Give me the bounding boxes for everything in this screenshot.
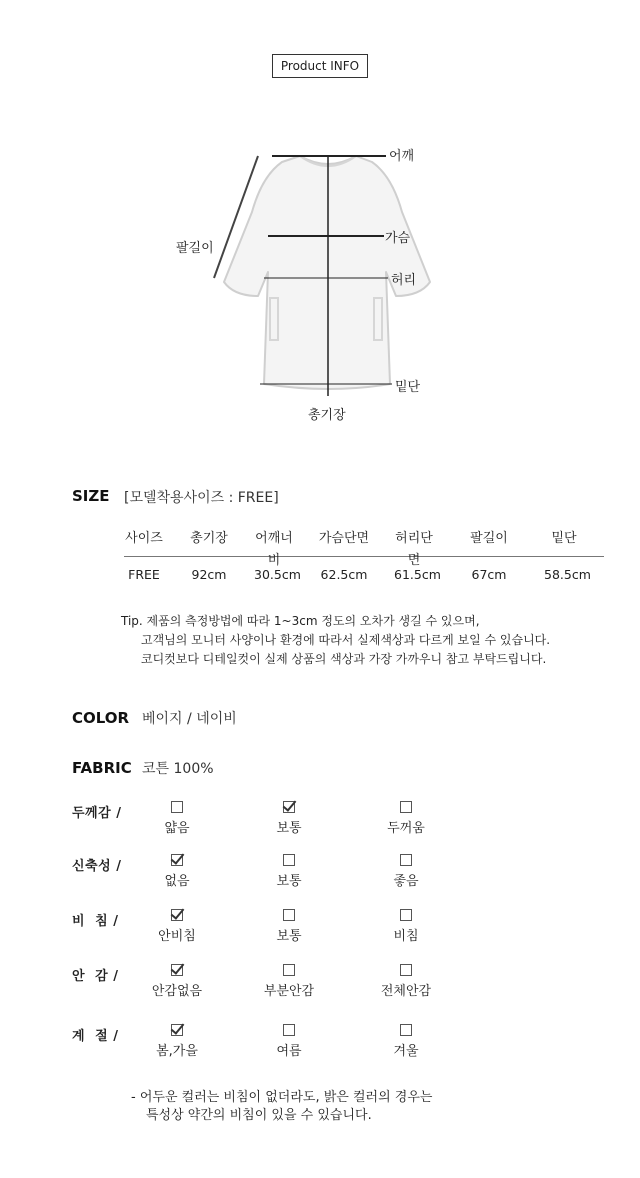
checkbox-checked-icon[interactable] xyxy=(171,964,183,976)
color-title: COLOR xyxy=(72,709,130,727)
option-label: 얇음 xyxy=(164,821,190,836)
checkbox-icon[interactable] xyxy=(283,1024,295,1036)
fabric-title: FABRIC xyxy=(72,759,132,777)
size-value-cell: FREE xyxy=(128,567,160,582)
option-label: 겨울 xyxy=(393,1044,419,1059)
checkbox-icon[interactable] xyxy=(400,1024,412,1036)
attribute-option[interactable] xyxy=(366,854,446,889)
size-table-row xyxy=(124,557,604,593)
attribute-option[interactable] xyxy=(137,909,217,944)
attribute-label: 두께감 / xyxy=(72,806,122,821)
transparency-note xyxy=(131,1089,432,1125)
option-label: 보통 xyxy=(276,821,302,836)
chest-label: 가슴 xyxy=(385,231,411,246)
size-value-cell: 61.5cm xyxy=(394,567,441,582)
attribute-option[interactable] xyxy=(366,909,446,944)
checkbox-icon[interactable] xyxy=(400,854,412,866)
size-table xyxy=(124,528,604,593)
checkbox-icon[interactable] xyxy=(283,964,295,976)
checkbox-icon[interactable] xyxy=(283,854,295,866)
size-header-cell: 어깨너비 xyxy=(255,531,293,568)
size-value-cell: 62.5cm xyxy=(320,567,368,582)
option-label: 좋음 xyxy=(393,874,419,889)
tip-line-1: Tip. 제품의 측정방법에 따라 1~3cm 정도의 오차가 생길 수 있으며, xyxy=(121,614,480,628)
attribute-option[interactable] xyxy=(366,801,446,836)
size-value-cell: 30.5cm xyxy=(254,567,301,582)
shoulder-label: 어깨 xyxy=(389,149,415,164)
checkbox-checked-icon[interactable] xyxy=(171,1024,183,1036)
attribute-option[interactable] xyxy=(366,1024,446,1059)
color-value: 베이지 / 네이비 xyxy=(142,711,237,727)
measurement-tip xyxy=(121,612,550,669)
option-label: 두꺼움 xyxy=(387,821,425,836)
attribute-option[interactable] xyxy=(366,964,446,999)
option-label: 안비침 xyxy=(158,929,196,944)
attribute-option[interactable] xyxy=(137,1024,217,1059)
size-header-cell: 허리단면 xyxy=(395,531,433,568)
option-label: 없음 xyxy=(164,874,190,889)
checkbox-icon[interactable] xyxy=(400,964,412,976)
size-value-cell: 67cm xyxy=(471,567,507,582)
size-value-cell: 58.5cm xyxy=(544,567,591,582)
size-title: SIZE xyxy=(72,487,110,505)
size-header-cell: 팔길이 xyxy=(470,531,508,546)
attribute-option[interactable] xyxy=(137,854,217,889)
tip-line-2: 고객님의 모니터 사양이나 환경에 따라서 실제색상과 다르게 보일 수 있습니다. xyxy=(141,633,551,647)
attribute-label: 비 침 / xyxy=(72,914,119,929)
length-label: 총기장 xyxy=(308,408,346,423)
checkbox-checked-icon[interactable] xyxy=(283,801,295,813)
option-label: 부분안감 xyxy=(263,984,315,999)
size-header-cell: 가슴단면 xyxy=(318,531,370,546)
size-value-cell: 92cm xyxy=(191,567,227,582)
option-label: 전체안감 xyxy=(380,984,432,999)
option-label: 보통 xyxy=(276,874,302,889)
attribute-label: 계 절 / xyxy=(72,1029,119,1044)
attribute-option[interactable] xyxy=(249,801,329,836)
attribute-option[interactable] xyxy=(249,964,329,999)
option-label: 비침 xyxy=(393,929,419,944)
garment-diagram xyxy=(0,0,640,440)
checkbox-icon[interactable] xyxy=(171,801,183,813)
checkbox-icon[interactable] xyxy=(283,909,295,921)
size-header-cell: 밑단 xyxy=(551,531,577,546)
attribute-option[interactable] xyxy=(249,854,329,889)
checkbox-checked-icon[interactable] xyxy=(171,909,183,921)
attribute-label: 안 감 / xyxy=(72,969,119,984)
hem-label: 밑단 xyxy=(395,380,421,395)
size-header-cell: 사이즈 xyxy=(125,531,163,546)
product-info-badge: Product INFO xyxy=(272,54,368,78)
tip-line-3: 코디컷보다 디테일컷이 실제 상품의 색상과 가장 가까우니 참고 부탁드립니다. xyxy=(141,652,547,666)
size-table-header xyxy=(124,528,604,568)
note-line-1: - 어두운 컬러는 비침이 없더라도, 밝은 컬러의 경우는 xyxy=(131,1090,433,1105)
size-header-cell: 총기장 xyxy=(190,531,228,546)
size-subtitle: [모델착용사이즈 : FREE] xyxy=(124,490,279,506)
attribute-option[interactable] xyxy=(137,964,217,999)
attribute-option[interactable] xyxy=(137,801,217,836)
option-label: 여름 xyxy=(276,1044,302,1059)
waist-label: 허리 xyxy=(391,273,417,288)
sleeve-label: 팔길이 xyxy=(176,241,214,256)
option-label: 봄,가을 xyxy=(156,1044,198,1059)
checkbox-icon[interactable] xyxy=(400,909,412,921)
fabric-value: 코튼 100% xyxy=(142,761,214,777)
checkbox-icon[interactable] xyxy=(400,801,412,813)
option-label: 보통 xyxy=(276,929,302,944)
checkbox-checked-icon[interactable] xyxy=(171,854,183,866)
option-label: 안감없음 xyxy=(151,984,203,999)
attribute-option[interactable] xyxy=(249,909,329,944)
attribute-option[interactable] xyxy=(249,1024,329,1059)
note-line-2: 특성상 약간의 비침이 있을 수 있습니다. xyxy=(146,1108,372,1123)
attribute-label: 신축성 / xyxy=(72,859,122,874)
